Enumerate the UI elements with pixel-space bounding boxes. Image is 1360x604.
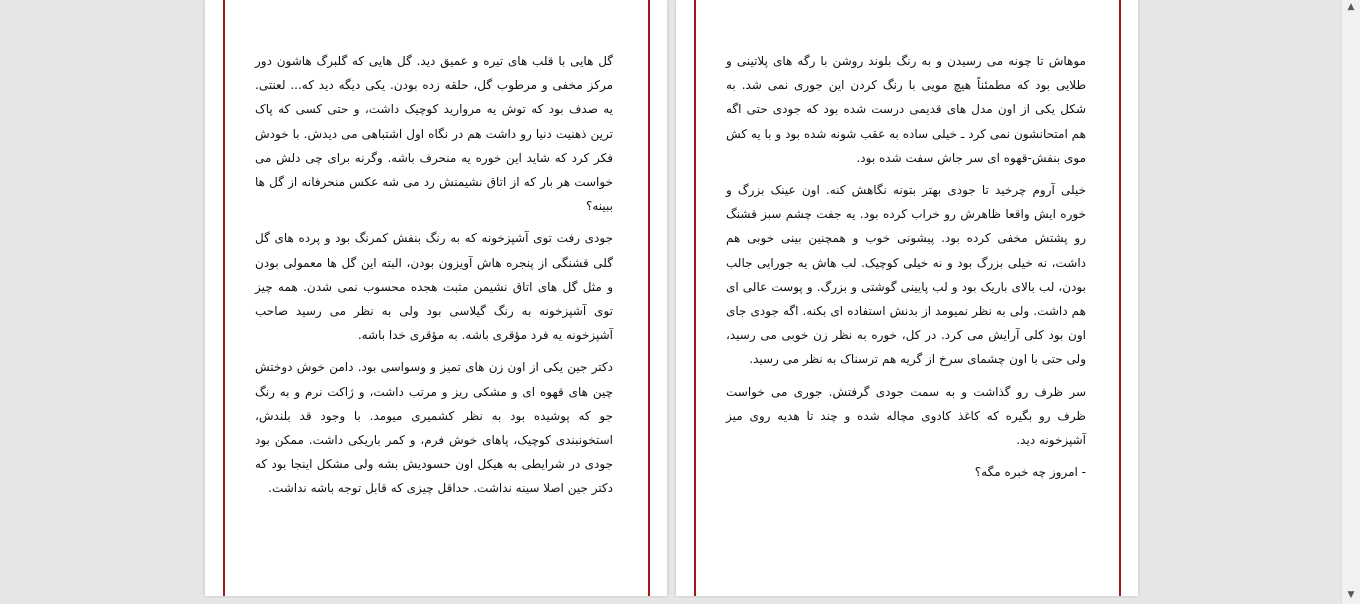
paragraph: سر ظرف رو گذاشت و به سمت جودی گرفتش. جوری می خواست ظرف رو بگیره که کاغذ کادوی مچاله شده و چند تا هدیه روی میز آشپزخونه دید. bbox=[726, 384, 1086, 448]
paragraph: جودی رفت توی آشپزخونه که به رنگ بنفش کمرنگ بود و پرده های گل گلی قشنگی از پنجره هاش آویزون بودن، البته این گل ها معمولی بودن و مثل گل های اتاق نشیمن مثبت هجده محسوب نمی شدن. همه چیز توی آشپزخونه به رنگ گیلاسی بود ولی به نظر می رسید صاحب آشپزخونه یه فرد مؤقری باشه. به مؤقری خدا باشه. bbox=[255, 231, 613, 343]
scroll-down-arrow-icon[interactable]: ▼ bbox=[1347, 590, 1355, 600]
page-margin-line-left bbox=[694, 0, 696, 596]
page-margin-line-right bbox=[648, 0, 650, 596]
page-margin-line-left bbox=[223, 0, 225, 596]
paragraph: - امروز چه خبره مگه؟ bbox=[974, 465, 1086, 480]
vertical-scrollbar[interactable] bbox=[1341, 0, 1360, 604]
paragraph: خیلی آروم چرخید تا جودی بهتر بتونه نگاهش کنه. اون عینک بزرگ و خوره ایش واقعا ظاهرش رو خراب کرده بود. یه جفت چشم سبز قشنگ رو پشتش مخفی کرده بود. پیشونی خوب و همچنین بینی خوبی هم داشت، نه خیلی بزرگ بود و نه خیلی کوچیک. لب هاش یه جورایی جالب بودن، لب بالای باریک بود و لب پایینی گوشتی و بزرگ. و پوست عالی ای هم داشت. ولی به نظر نمیومد از بدنش استفاده ای بکنه. اگه جودی جای اون بود کلی آرایش می کرد. در کل، خوره به نظر زن خوبی می رسید، ولی حتی با اون چشمای سرخ از گریه هم ترسناک به نظر می رسید. bbox=[726, 183, 1086, 367]
paragraph: دکتر جین یکی از اون زن های تمیز و وسواسی بود. دامن خوش دوختش چین های قهوه ای و مشکی ریز و مرتب داشت، و ژاکت نرم و به رنگ جو که پوشیده بود به نظر کشمیری میومد. با وجود قد بلندش، استخونبندی کوچیک، پاهای خوش فرم، و کمر باریکی داشت. ممکن بود جودی در شرایطی به هیکل اون حسودیش بشه ولی مشکل اینجا بود که دکتر جین اصلا سینه نداشت. حداقل چیزی که قابل توجه باشه نداشت. bbox=[255, 360, 613, 496]
page-margin-line-right bbox=[1119, 0, 1121, 596]
scroll-up-arrow-icon[interactable]: ▲ bbox=[1347, 2, 1355, 12]
document-page-left bbox=[205, 0, 667, 596]
paragraph: گل هایی با قلب های تیره و عمیق دید. گل هایی که گلبرگ هاشون دور مرکز مخفی و مرطوب گل، حلقه زده بودن. یکی دیگه دید که... لعنتی. یه صدف بود که توش یه مروارید کوچیک داشت، و حتی کسی که پاک ترین ذهنیت دنیا رو داشت هم در نگاه اول اشتباهی می دیدش. با خودش فکر کرد که شاید این خوره یه منحرف باشه. وگرنه برای چی دلش می خواست هر بار که از اتاق نشیمنش رد می شه عکس منحرفانه از گل ها ببینه؟ bbox=[255, 54, 613, 214]
paragraph: موهاش تا چونه می رسیدن و به رنگ بلوند روشن با رگه های پلاتینی و طلایی بود که مطمئناً هیچ مویی با رنگ کردن این جوری نمی شد. به شکل یکی از اون مدل های قدیمی درست شده بود که جودی حتی اگه هم امتحانشون نمی کرد ـ خیلی ساده به عقب شونه شده بود و با یه کش موی بنفش-قهوه ای سر جاش سفت شده بود. bbox=[726, 54, 1086, 165]
page-text-content bbox=[255, 49, 613, 509]
document-page-right bbox=[676, 0, 1138, 596]
page-text-content bbox=[726, 49, 1086, 492]
